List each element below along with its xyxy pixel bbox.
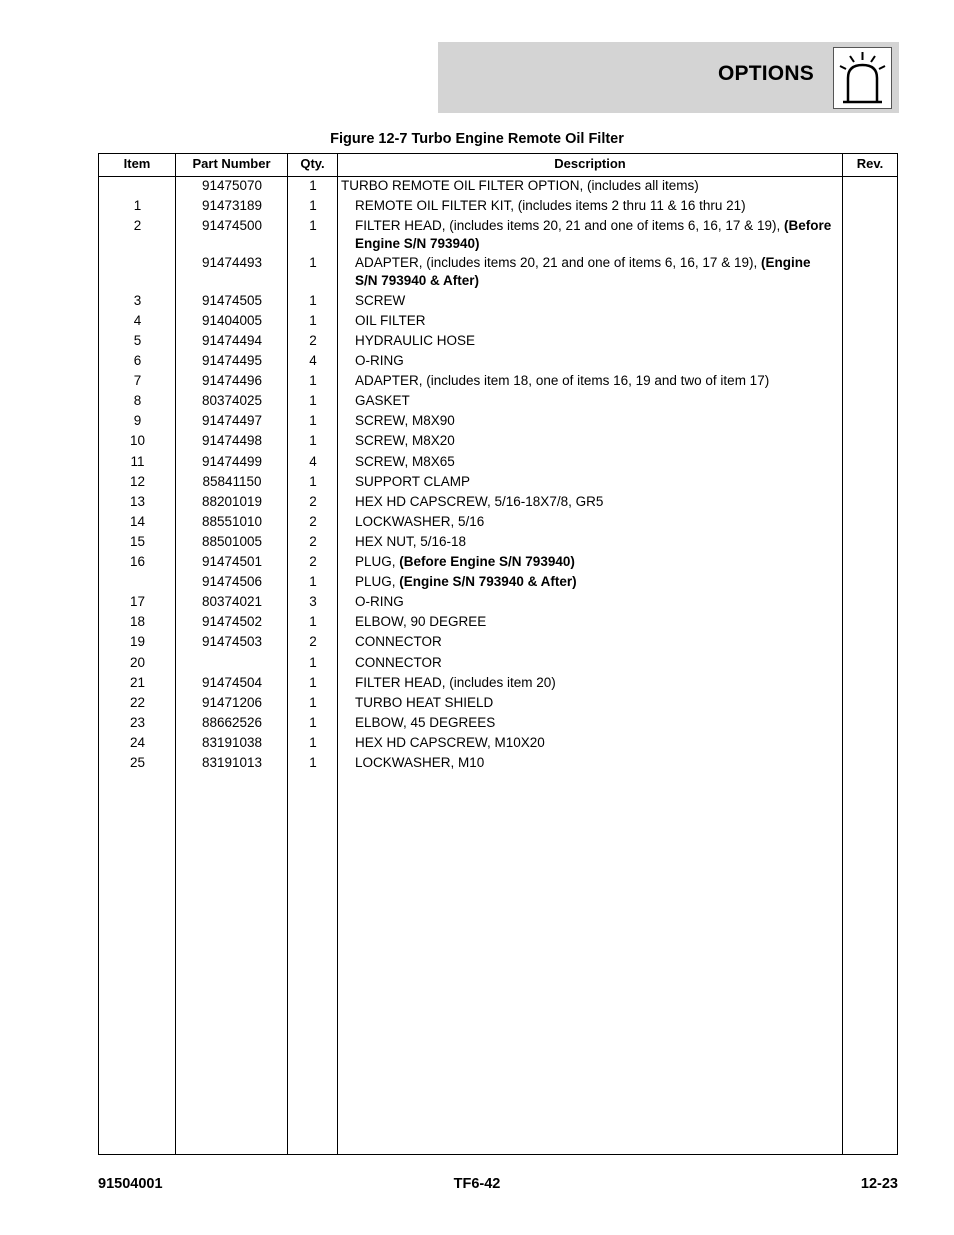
item-number: 12 [129,474,146,489]
description-text: TURBO HEAT SHIELD [355,695,494,710]
description-text: ELBOW, 90 DEGREE [355,614,487,629]
part-number: 91474506 [201,574,263,589]
part-number: 88551010 [201,514,263,529]
part-number: 91474505 [201,293,263,308]
item-number: 8 [133,393,142,408]
description [355,352,835,370]
quantity: 1 [309,373,317,388]
item-number: 23 [129,715,146,730]
description-text: SUPPORT CLAMP [355,474,471,489]
description-text: HYDRAULIC HOSE [355,333,476,348]
part-number: 91474496 [201,373,263,388]
quantity: 3 [309,594,317,609]
footer-part-number: 91504001 [98,1176,163,1192]
quantity: 1 [309,695,317,710]
quantity: 4 [309,454,317,469]
description [355,292,835,310]
item-number: 4 [133,313,142,328]
part-number: 91474503 [201,634,263,649]
quantity: 1 [309,715,317,730]
description [355,217,835,253]
description [355,432,835,450]
quantity: 1 [309,655,317,670]
description [355,613,835,631]
description [355,633,835,651]
description-text: SCREW [355,293,406,308]
quantity: 2 [309,333,317,348]
part-number: 91475070 [201,178,263,193]
description [355,453,835,471]
description [355,493,835,511]
quantity: 1 [309,293,317,308]
quantity: 1 [309,574,317,589]
description [355,754,835,772]
serial-note: (Engine S/N 793940 & After) [399,574,577,589]
part-number: 83191013 [201,755,263,770]
description-text: LOCKWASHER, 5/16 [355,514,485,529]
column-header-part-number: Part Number [192,156,271,171]
part-number: 85841150 [202,474,262,489]
description-text: HEX NUT, 5/16-18 [355,534,467,549]
description-text: O-RING [355,594,404,609]
part-number: 91404005 [201,313,263,328]
description [355,654,835,672]
beacon-light-icon [833,47,892,109]
description-text: ELBOW, 45 DEGREES [355,715,496,730]
part-number: 91474495 [201,353,263,368]
item-number: 14 [129,514,146,529]
part-number: 80374021 [201,594,263,609]
quantity: 1 [309,393,317,408]
section-title: OPTIONS [718,62,814,85]
quantity: 1 [309,413,317,428]
column-header-item: Item [123,156,151,171]
description-text: FILTER HEAD, (includes item 20) [355,675,556,690]
part-number: 91473189 [201,198,263,213]
item-number: 6 [133,353,142,368]
description-text: CONNECTOR [355,634,442,649]
description-text: PLUG, [355,554,396,569]
item-number: 15 [129,534,146,549]
description-text: TURBO REMOTE OIL FILTER OPTION, (includes all items) [341,178,699,193]
part-number: 91471206 [201,695,263,710]
item-number: 17 [129,594,146,609]
figure-title: Figure 12-7 Turbo Engine Remote Oil Filter [330,131,624,147]
serial-note: (Before Engine S/N 793940) [399,554,575,569]
parts-table [98,153,898,1155]
description-text: PLUG, [355,574,396,589]
description [355,674,835,692]
description-text: REMOTE OIL FILTER KIT, (includes items 2 thru 11 & 16 thru 21) [355,198,746,213]
description-text: GASKET [355,393,410,408]
serial-note: (Before Engine S/N 793940) [355,218,832,251]
quantity: 1 [309,313,317,328]
part-number: 80374025 [201,393,263,408]
part-number: 91474493 [201,255,263,270]
description [355,533,835,551]
description [355,254,835,290]
description-text: CONNECTOR [355,655,442,670]
quantity: 2 [309,514,317,529]
description-text: O-RING [355,353,404,368]
item-number: 3 [133,293,142,308]
item-number: 18 [129,614,146,629]
item-number: 10 [129,433,146,448]
description-text: HEX HD CAPSCREW, 5/16-18X7/8, GR5 [355,494,604,509]
description [355,312,835,330]
part-number: 83191038 [201,735,263,750]
item-number: 21 [129,675,146,690]
description [355,513,835,531]
quantity: 1 [309,614,317,629]
column-header-description: Description [554,156,626,171]
quantity: 1 [309,178,317,193]
item-number: 13 [129,494,146,509]
description-text: SCREW, M8X90 [355,413,455,428]
column-divider [842,154,843,1154]
item-number: 11 [130,454,145,469]
item-number: 5 [133,333,142,348]
footer-model: TF6-42 [453,1176,501,1192]
item-number: 7 [133,373,142,388]
description-text: ADAPTER, (includes item 18, one of items 16, 19 and two of item 17) [355,373,770,388]
part-number: 88201019 [201,494,263,509]
item-number: 22 [129,695,146,710]
header-banner [438,42,899,113]
description [341,177,837,195]
description [355,694,835,712]
description [355,392,835,410]
part-number: 91474498 [201,433,263,448]
column-header-qty: Qty. [300,156,325,171]
item-number: 1 [133,198,142,213]
quantity: 2 [309,634,317,649]
description [355,734,835,752]
description [355,412,835,430]
column-header-rev: Rev. [856,156,884,171]
part-number: 91474502 [201,614,263,629]
description [355,372,835,390]
quantity: 2 [309,494,317,509]
description [355,197,835,215]
quantity: 1 [309,735,317,750]
description-text: LOCKWASHER, M10 [355,755,485,770]
part-number: 91474504 [201,675,263,690]
item-number: 16 [129,554,146,569]
quantity: 1 [309,198,317,213]
part-number: 91474494 [201,333,263,348]
quantity: 2 [309,554,317,569]
quantity: 1 [309,433,317,448]
item-number: 9 [133,413,142,428]
part-number: 91474500 [201,218,263,233]
description-text: ADAPTER, (includes items 20, 21 and one of items 6, 16, 17 & 19), [355,255,758,270]
item-number: 24 [129,735,146,750]
description [355,553,835,571]
description [355,332,835,350]
description [355,714,835,732]
description-text: SCREW, M8X65 [355,454,455,469]
footer-page-number: 12-23 [860,1176,898,1192]
quantity: 1 [309,474,317,489]
item-number: 25 [129,755,146,770]
part-number: 91474501 [201,554,263,569]
item-number: 20 [129,655,146,670]
quantity: 1 [309,675,317,690]
description-text: FILTER HEAD, (includes items 20, 21 and one of items 6, 16, 17 & 19), [355,218,781,233]
quantity: 1 [309,255,317,270]
description-text: OIL FILTER [355,313,426,328]
part-number: 91474499 [201,454,263,469]
quantity: 4 [309,353,317,368]
part-number: 91474497 [201,413,263,428]
part-number: 88501005 [201,534,263,549]
quantity: 1 [309,218,317,233]
description [355,573,835,591]
description [355,473,835,491]
description [355,593,835,611]
item-number: 2 [133,218,142,233]
item-number: 19 [129,634,146,649]
description-text: HEX HD CAPSCREW, M10X20 [355,735,545,750]
description-text: SCREW, M8X20 [355,433,455,448]
serial-note: (Engine S/N 793940 & After) [355,255,811,288]
quantity: 2 [309,534,317,549]
part-number: 88662526 [201,715,263,730]
quantity: 1 [309,755,317,770]
